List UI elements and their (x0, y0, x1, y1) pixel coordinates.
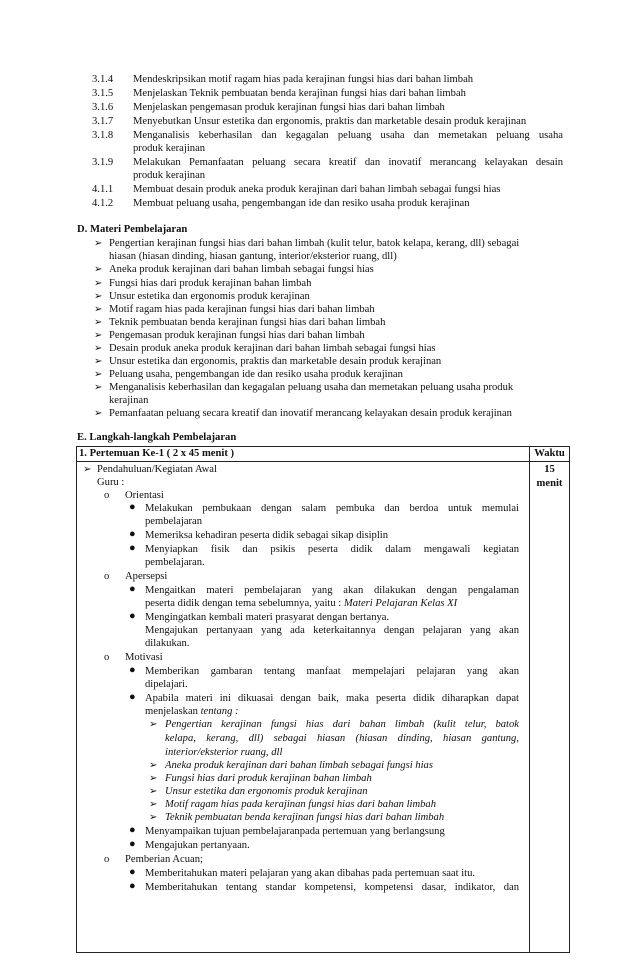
bullet-dot-icon: ● (129, 610, 136, 622)
material-text: Teknik pembuatan benda kerajinan fungsi hias dari bahan limbah (109, 317, 386, 328)
indicator-text: Membuat peluang usaha, pengembangan ide dan resiko usaha produk kerajinan (133, 198, 470, 209)
motivasi-after-item: Menyampaikan tujuan pembelajaranpada pertemuan yang berlangsung (145, 826, 445, 837)
motivasi-after-item: Mengajukan pertanyaan. (145, 840, 250, 851)
orientasi-item: Memeriksa kehadiran peserta didik sebagai sikap disiplin (145, 530, 388, 541)
indicator-number: 3.1.6 (92, 102, 114, 113)
acuan-item: Memberitahukan tentang standar kompetensi, kompetensi dasar, indikator, dan (145, 882, 519, 893)
bullet-dot-icon: ● (129, 880, 136, 892)
apersepsi-item-cont2: dilakukan. (145, 638, 190, 649)
indicator-text: Melakukan Pemanfaatan peluang secara kreatif dan inovatif merancang kelayakan desain (133, 157, 563, 168)
apersepsi-item: Mengaitkan materi pembelajaran yang akan dilakukan dengan pengalaman (145, 585, 519, 596)
orientasi-item: Melakukan pembukaan dengan salam pembuka dan berdoa untuk memulai (145, 503, 519, 514)
arrow-bullet-icon: ➢ (94, 330, 103, 341)
apersepsi-item-cont (145, 597, 457, 611)
material-text: Aneka produk kerajinan dari bahan limbah sebagai fungsi hias (109, 264, 374, 275)
section-d-title: D. Materi Pembelajaran (77, 224, 188, 235)
material-text: Unsur estetika dan ergonomis, praktis dan marketable desain produk kerajinan (109, 356, 442, 367)
arrow-bullet-icon: ➢ (94, 343, 103, 354)
indicator-number: 4.1.1 (92, 184, 114, 195)
indicator-number: 3.1.7 (92, 116, 114, 127)
motivasi-sub-item-cont2: interior/eksterior ruang, dll (165, 747, 283, 758)
arrow-bullet-icon: ➢ (94, 291, 103, 302)
circle-bullet-icon: o (104, 652, 110, 663)
acuan-label: Pemberian Acuan; (125, 854, 203, 865)
arrow-bullet-icon: ➢ (149, 786, 158, 797)
material-text: Pengertian kerajinan fungsi hias dari bahan limbah (kulit telur, batok kelapa, kerang, dll) sebagai (109, 238, 520, 249)
motivasi-cont-italic: tentang : (200, 706, 239, 717)
indicator-number: 4.1.2 (92, 198, 114, 209)
acuan-item: Memberitahukan materi pelajaran yang akan dibahas pada pertemuan saat itu. (145, 868, 476, 879)
arrow-bullet-icon: ➢ (83, 464, 92, 475)
arrow-bullet-icon: ➢ (94, 317, 103, 328)
bullet-dot-icon: ● (129, 824, 136, 836)
motivasi-sub-item: Teknik pembuatan benda kerajinan fungsi hias dari bahan limbah (165, 812, 445, 823)
arrow-bullet-icon: ➢ (149, 812, 158, 823)
schedule-table (76, 446, 570, 953)
circle-bullet-icon: o (104, 854, 110, 865)
motivasi-sub-item: Aneka produk kerajinan dari bahan limbah sebagai fungsi hias (165, 760, 433, 771)
bullet-dot-icon: ● (129, 528, 136, 540)
time-value-unit: menit (536, 477, 563, 489)
arrow-bullet-icon: ➢ (94, 356, 103, 367)
arrow-bullet-icon: ➢ (94, 238, 103, 249)
motivasi-sub-item: Fungsi hias dari produk kerajinan bahan limbah (165, 773, 372, 784)
indicator-text: Membuat desain produk aneka produk kerajinan dari bahan limbah sebagai fungsi hias (133, 184, 501, 195)
indicator-text-cont: produk kerajinan (133, 143, 206, 154)
bullet-dot-icon: ● (129, 838, 136, 850)
motivasi-item-cont: dipelajari. (145, 679, 188, 690)
material-text: Desain produk aneka produk kerajinan dari bahan limbah sebagai fungsi hias (109, 343, 436, 354)
circle-bullet-icon: o (104, 571, 110, 582)
indicator-text: Menjelaskan pengemasan produk kerajinan fungsi hias dari bahan limbah (133, 102, 445, 113)
bullet-dot-icon: ● (129, 664, 136, 676)
apersepsi-item: Mengingatkan kembali materi prasyarat dengan bertanya. (145, 612, 390, 623)
material-text: Unsur estetika dan ergonomis produk kerajinan (109, 291, 310, 302)
arrow-bullet-icon: ➢ (94, 304, 103, 315)
arrow-bullet-icon: ➢ (94, 369, 103, 380)
orientasi-item-cont: pembelajaran. (145, 557, 205, 568)
material-text: Fungsi hias dari produk kerajinan bahan limbah (109, 278, 312, 289)
indicator-number: 3.1.4 (92, 74, 114, 85)
apersepsi-item-cont: Mengajukan pertanyaan yang ada keterkaitannya dengan pelajaran yang akan (145, 625, 519, 636)
material-text-cont: kerajinan (109, 395, 149, 406)
material-text: Pengemasan produk kerajinan fungsi hias dari bahan limbah (109, 330, 365, 341)
indicator-text-cont: produk kerajinan (133, 170, 206, 181)
indicator-number: 3.1.5 (92, 88, 114, 99)
orientasi-label: Orientasi (125, 490, 164, 501)
indicator-number: 3.1.9 (92, 157, 114, 168)
motivasi-sub-item: Unsur estetika dan ergonomis produk kerajinan (165, 786, 368, 797)
indicator-text: Menganalisis keberhasilan dan kegagalan peluang usaha dan memetakan peluang usaha (133, 130, 563, 141)
arrow-bullet-icon: ➢ (149, 799, 158, 810)
section-e-title: E. Langkah-langkah Pembelajaran (77, 432, 237, 443)
indicator-text: Menyebutkan Unsur estetika dan ergonomis, praktis dan marketable desain produk kerajinan (133, 116, 527, 127)
arrow-bullet-icon: ➢ (94, 278, 103, 289)
orientasi-item-cont: pembelajaran (145, 516, 203, 527)
guru-label: Guru : (97, 477, 125, 488)
bullet-dot-icon: ● (129, 542, 136, 554)
motivasi-sub-item: Pengertian kerajinan fungsi hias dari bahan limbah (kulit telur, batok (165, 719, 519, 730)
arrow-bullet-icon: ➢ (149, 719, 158, 730)
bullet-dot-icon: ● (129, 501, 136, 513)
meeting-header: 1. Pertemuan Ke-1 ( 2 x 45 menit ) (77, 447, 530, 462)
motivasi-sub-item-cont: kelapa, kerang, dll) sebagai hiasan (hiasan dinding, hiasan gantung, (165, 733, 519, 744)
table-row (77, 462, 570, 953)
motivasi-cont-text: menjelaskan (145, 706, 198, 717)
circle-bullet-icon: o (104, 490, 110, 501)
intro-label: Pendahuluan/Kegiatan Awal (97, 464, 217, 475)
indicator-number: 3.1.8 (92, 130, 114, 141)
indicator-text: Menjelaskan Teknik pembuatan benda kerajinan fungsi hias dari bahan limbah (133, 88, 466, 99)
motivasi-sub-item: Motif ragam hias pada kerajinan fungsi hias dari bahan limbah (165, 799, 437, 810)
bullet-dot-icon: ● (129, 583, 136, 595)
material-text: Motif ragam hias pada kerajinan fungsi hias dari bahan limbah (109, 304, 375, 315)
time-value-number: 15 (544, 464, 555, 475)
time-cell (530, 462, 570, 953)
arrow-bullet-icon: ➢ (149, 773, 158, 784)
material-text: Peluang usaha, pengembangan ide dan resiko usaha produk kerajinan (109, 369, 403, 380)
time-header: Waktu (530, 447, 570, 462)
material-text-cont: hiasan (hiasan dinding, hiasan gantung, interior/eksterior ruang, dll) (109, 251, 397, 262)
indicator-text: Mendeskripsikan motif ragam hias pada kerajinan fungsi hias dari bahan limbah (133, 74, 474, 85)
arrow-bullet-icon: ➢ (94, 264, 103, 275)
material-text: Pemanfaatan peluang secara kreatif dan inovatif merancang kelayakan desain produk kerajinan (109, 408, 512, 419)
table-header-row (77, 447, 570, 462)
motivasi-item: Memberikan gambaran tentang manfaat mempelajari pelajaran yang akan (145, 666, 519, 677)
bullet-dot-icon: ● (129, 866, 136, 878)
material-text: Menganalisis keberhasilan dan kegagalan peluang usaha dan memetakan peluang usaha produk (109, 382, 514, 393)
arrow-bullet-icon: ➢ (94, 382, 103, 393)
apersepsi-cont-italic: Materi Pelajaran Kelas XI (343, 598, 458, 609)
motivasi-item: Apabila materi ini dikuasai dengan baik, maka peserta didik diharapkan dapat (145, 693, 519, 704)
activity-cell (77, 462, 530, 953)
apersepsi-label: Apersepsi (125, 571, 168, 582)
apersepsi-cont-text: peserta didik dengan tema sebelumnya, yaitu : (145, 598, 342, 609)
motivasi-item-cont (145, 705, 239, 719)
arrow-bullet-icon: ➢ (149, 760, 158, 771)
motivasi-label: Motivasi (125, 652, 163, 663)
arrow-bullet-icon: ➢ (94, 408, 103, 419)
orientasi-item: Menyiapkan fisik dan psikis peserta didik dalam mengawali kegiatan (145, 544, 519, 555)
bullet-dot-icon: ● (129, 691, 136, 703)
